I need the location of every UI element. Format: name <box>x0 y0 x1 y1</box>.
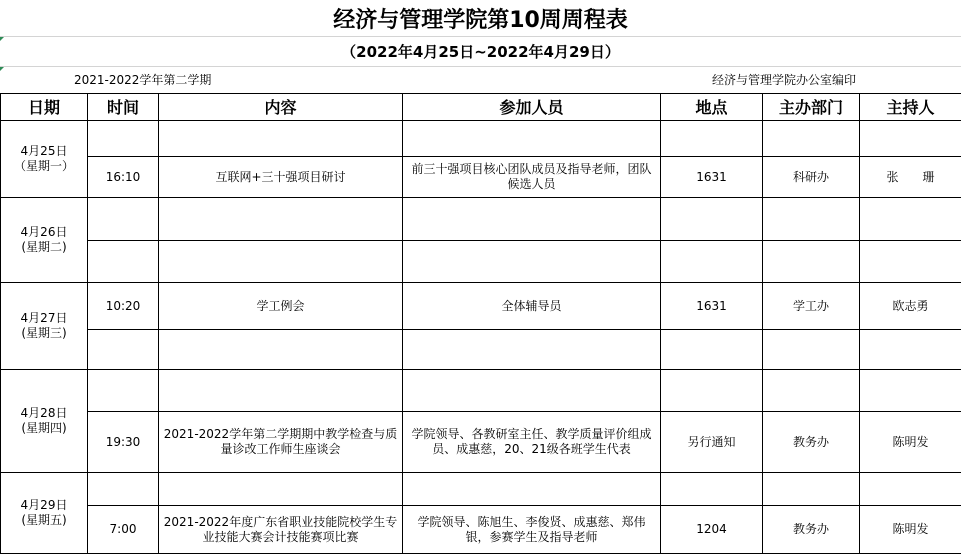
schedule-table <box>0 93 961 554</box>
compiled-by-label: 经济与管理学院办公室编印 <box>712 73 857 87</box>
time-cell <box>88 473 159 506</box>
organizer-cell <box>763 121 860 157</box>
time-cell: 7:00 <box>88 506 159 554</box>
date-cell <box>1 370 88 473</box>
host-cell: 欧志勇 <box>860 283 961 330</box>
header-participants: 参加人员 <box>403 94 661 121</box>
date-cell <box>1 283 88 370</box>
location-cell <box>661 121 763 157</box>
participants-cell: 学院领导、陈旭生、李俊贤、成惠慈、郑伟银，参赛学生及指导老师 <box>403 506 661 554</box>
content-cell: 2021-2022年度广东省职业技能院校学生专业技能大赛会计技能赛项比赛 <box>159 506 403 554</box>
organizer-cell: 教务办 <box>763 412 860 473</box>
content-cell: 2021-2022学年第二学期期中教学检查与质量诊改工作师生座谈会 <box>159 412 403 473</box>
page-title: 经济与管理学院第10周周程表 <box>0 0 961 37</box>
time-cell <box>88 198 159 241</box>
organizer-cell: 科研办 <box>763 157 860 198</box>
table-row <box>1 412 961 473</box>
host-cell: 陈明发 <box>860 506 961 554</box>
time-cell <box>88 370 159 412</box>
time-cell: 16:10 <box>88 157 159 198</box>
participants-cell <box>403 121 661 157</box>
table-row <box>1 506 961 554</box>
host-cell <box>860 370 961 412</box>
organizer-cell <box>763 198 860 241</box>
header-organizer: 主办部门 <box>763 94 860 121</box>
table-row <box>1 330 961 370</box>
content-cell <box>159 473 403 506</box>
header-content: 内容 <box>159 94 403 121</box>
weekday-text: （星期一） <box>13 159 74 173</box>
organizer-cell: 学工办 <box>763 283 860 330</box>
location-cell: 另行通知 <box>661 412 763 473</box>
time-cell <box>88 241 159 283</box>
location-cell <box>661 330 763 370</box>
weekday-text: (星期二) <box>21 240 67 254</box>
host-cell: 张 珊 <box>860 157 961 198</box>
host-cell <box>860 473 961 506</box>
date-text: 4月26日 <box>20 225 68 239</box>
table-row <box>1 283 961 330</box>
content-cell <box>159 198 403 241</box>
date-cell <box>1 198 88 283</box>
table-row <box>1 241 961 283</box>
location-cell <box>661 198 763 241</box>
content-cell: 互联网+三十强项目研讨 <box>159 157 403 198</box>
date-text: 4月25日 <box>20 144 68 158</box>
organizer-cell <box>763 473 860 506</box>
content-cell <box>159 330 403 370</box>
header-row <box>1 94 961 121</box>
time-cell <box>88 121 159 157</box>
header-time: 时间 <box>88 94 159 121</box>
date-cell <box>1 121 88 198</box>
weekday-text: (星期五) <box>21 513 67 527</box>
content-cell <box>159 370 403 412</box>
location-cell <box>661 241 763 283</box>
location-cell: 1631 <box>661 157 763 198</box>
participants-cell <box>403 330 661 370</box>
host-cell <box>860 241 961 283</box>
content-cell <box>159 121 403 157</box>
organizer-cell <box>763 370 860 412</box>
content-cell <box>159 241 403 283</box>
time-cell: 19:30 <box>88 412 159 473</box>
semester-label: 2021-2022学年第二学期 <box>74 73 212 87</box>
participants-cell <box>403 241 661 283</box>
organizer-cell <box>763 330 860 370</box>
location-cell <box>661 473 763 506</box>
table-row <box>1 121 961 157</box>
header-location: 地点 <box>661 94 763 121</box>
location-cell: 1631 <box>661 283 763 330</box>
organizer-cell: 教务办 <box>763 506 860 554</box>
host-cell <box>860 198 961 241</box>
organizer-cell <box>763 241 860 283</box>
table-row <box>1 370 961 412</box>
time-cell: 10:20 <box>88 283 159 330</box>
table-row <box>1 473 961 506</box>
participants-cell <box>403 473 661 506</box>
participants-cell: 全体辅导员 <box>403 283 661 330</box>
date-range: （2022年4月25日~2022年4月29日） <box>0 36 961 67</box>
participants-cell <box>403 198 661 241</box>
time-cell <box>88 330 159 370</box>
participants-cell: 学院领导、各教研室主任、教学质量评价组成员、成惠慈，20、21级各班学生代表 <box>403 412 661 473</box>
date-text: 4月28日 <box>20 406 68 420</box>
host-cell <box>860 121 961 157</box>
date-text: 4月29日 <box>20 498 68 512</box>
content-cell: 学工例会 <box>159 283 403 330</box>
table-row <box>1 198 961 241</box>
date-cell <box>1 473 88 554</box>
location-cell <box>661 370 763 412</box>
header-host: 主持人 <box>860 94 961 121</box>
location-cell: 1204 <box>661 506 763 554</box>
host-cell <box>860 330 961 370</box>
table-row <box>1 157 961 198</box>
weekday-text: (星期四) <box>21 421 67 435</box>
participants-cell <box>403 370 661 412</box>
weekday-text: (星期三) <box>21 326 67 340</box>
host-cell: 陈明发 <box>860 412 961 473</box>
date-text: 4月27日 <box>20 311 68 325</box>
participants-cell: 前三十强项目核心团队成员及指导老师，团队候选人员 <box>403 157 661 198</box>
header-date: 日期 <box>1 94 88 121</box>
